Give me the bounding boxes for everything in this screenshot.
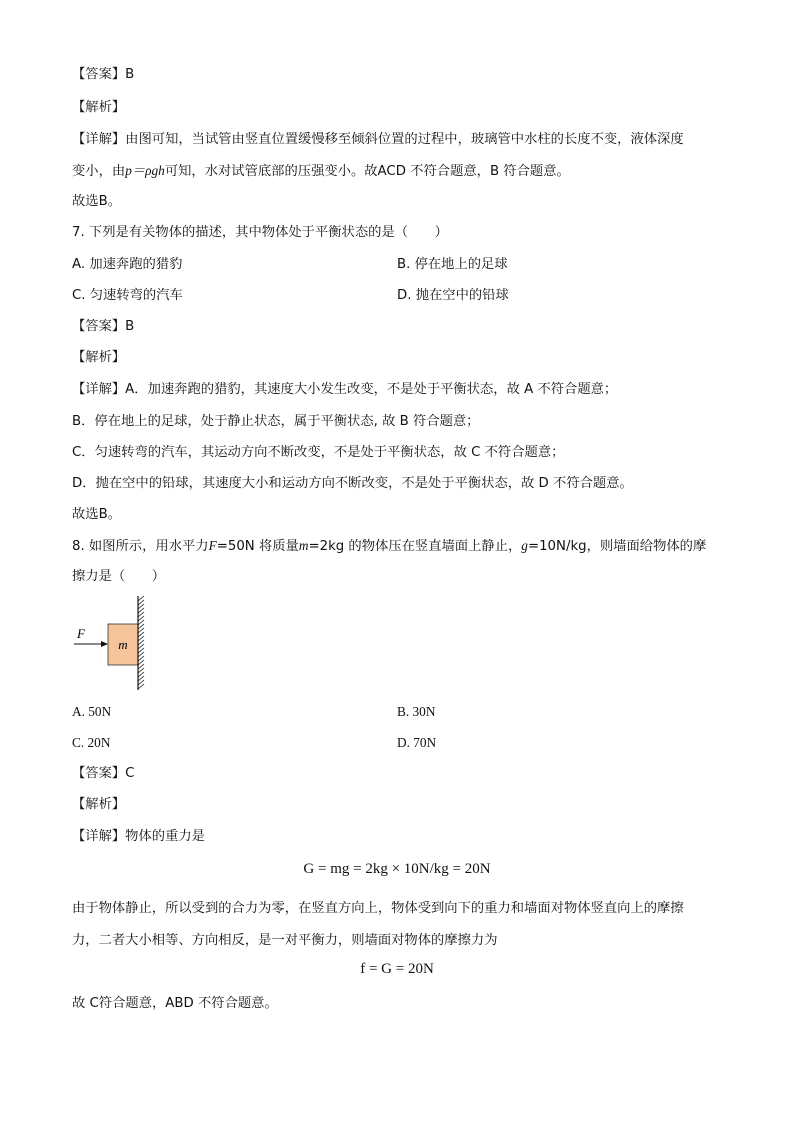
- q7-option-c: C. 匀速转弯的汽车: [72, 288, 183, 303]
- force-label: F: [77, 626, 85, 641]
- q7-option-a: A. 加速奔跑的猎豹: [72, 257, 183, 272]
- q6-detail-text-b: 可知，水对试管底部的压强变小。故ACD 不符合题意，B 符合题意。: [164, 164, 570, 179]
- q6-answer: 【答案】B: [72, 67, 135, 82]
- q8-var-g: g: [521, 538, 528, 553]
- q8-option-d: D. 70N: [397, 735, 437, 750]
- q6-detail-text-a: 变小，由: [72, 164, 126, 179]
- q8-stem-b: =50N 将质量: [216, 539, 299, 554]
- q6-detail-line-1: 【详解】由图可知，当试管由竖直位置缓慢移至倾斜位置的过程中，玻璃管中水柱的长度不变，液体深度: [72, 132, 684, 147]
- q7-detail-line-3: C．匀速转弯的汽车，其运动方向不断改变，不是处于平衡状态，故 C 不符合题意；: [72, 445, 565, 460]
- q8-equation-1: G = mg = 2kg × 10N/kg = 20N: [303, 861, 491, 877]
- wall-hatching: [138, 596, 144, 689]
- q8-analysis-label: 【解析】: [72, 797, 126, 812]
- q8-stem-a: 8. 如图所示，用水平力: [72, 539, 209, 554]
- q6-conclusion: 故选B。: [72, 194, 122, 209]
- q7-option-b: B. 停在地上的足球: [397, 257, 508, 272]
- q8-figure: [72, 592, 162, 692]
- q8-detail-line-1: 【详解】物体的重力是: [72, 829, 205, 844]
- q7-detail-line-2: B．停在地上的足球，处于静止状态，属于平衡状态, 故 B 符合题意；: [72, 414, 480, 429]
- q7-option-d: D. 抛在空中的铅球: [397, 288, 509, 303]
- q8-text-line-1: 由于物体静止，所以受到的合力为零，在竖直方向上，物体受到向下的重力和墙面对物体竖直向上的摩擦: [72, 901, 684, 916]
- q7-analysis-label: 【解析】: [72, 350, 126, 365]
- block-label: m: [118, 637, 128, 652]
- q8-var-m: m: [298, 538, 309, 553]
- q8-stem-line-2: 擦力是（ ）: [72, 569, 166, 584]
- q7-stem: 7. 下列是有关物体的描述，其中物体处于平衡状态的是（ ）: [72, 225, 448, 240]
- q8-option-c: C. 20N: [72, 735, 111, 750]
- q7-detail-line-4: D．抛在空中的铅球，其速度大小和运动方向不断改变，不是处于平衡状态，故 D 不符合题意。: [72, 476, 633, 491]
- q8-answer: 【答案】C: [72, 766, 135, 781]
- q8-stem-c: =2kg 的物体压在竖直墙面上静止，: [308, 539, 522, 554]
- q8-text-line-2: 力，二者大小相等、方向相反，是一对平衡力，则墙面对物体的摩擦力为: [72, 933, 498, 948]
- q8-option-b: B. 30N: [397, 704, 436, 719]
- force-arrow-head: [101, 641, 108, 647]
- q8-stem-line-1: [72, 537, 706, 556]
- q6-analysis-label: 【解析】: [72, 100, 126, 115]
- q7-answer: 【答案】B: [72, 319, 135, 334]
- q8-equation-2: f = G = 20N: [360, 961, 434, 977]
- q7-detail-line-1: 【详解】A．加速奔跑的猎豹，其速度大小发生改变，不是处于平衡状态，故 A 不符合题意；: [72, 382, 618, 397]
- q8-stem-d: =10N/kg，则墙面给物体的摩: [527, 539, 707, 554]
- q8-conclusion: 故 C符合题意，ABD 不符合题意。: [72, 996, 278, 1011]
- q8-var-f: F: [208, 538, 217, 553]
- q6-detail-line-2: [72, 162, 570, 181]
- q6-formula: p＝ρgh: [125, 163, 165, 178]
- q8-option-a: A. 50N: [72, 704, 112, 719]
- q7-conclusion: 故选B。: [72, 507, 122, 522]
